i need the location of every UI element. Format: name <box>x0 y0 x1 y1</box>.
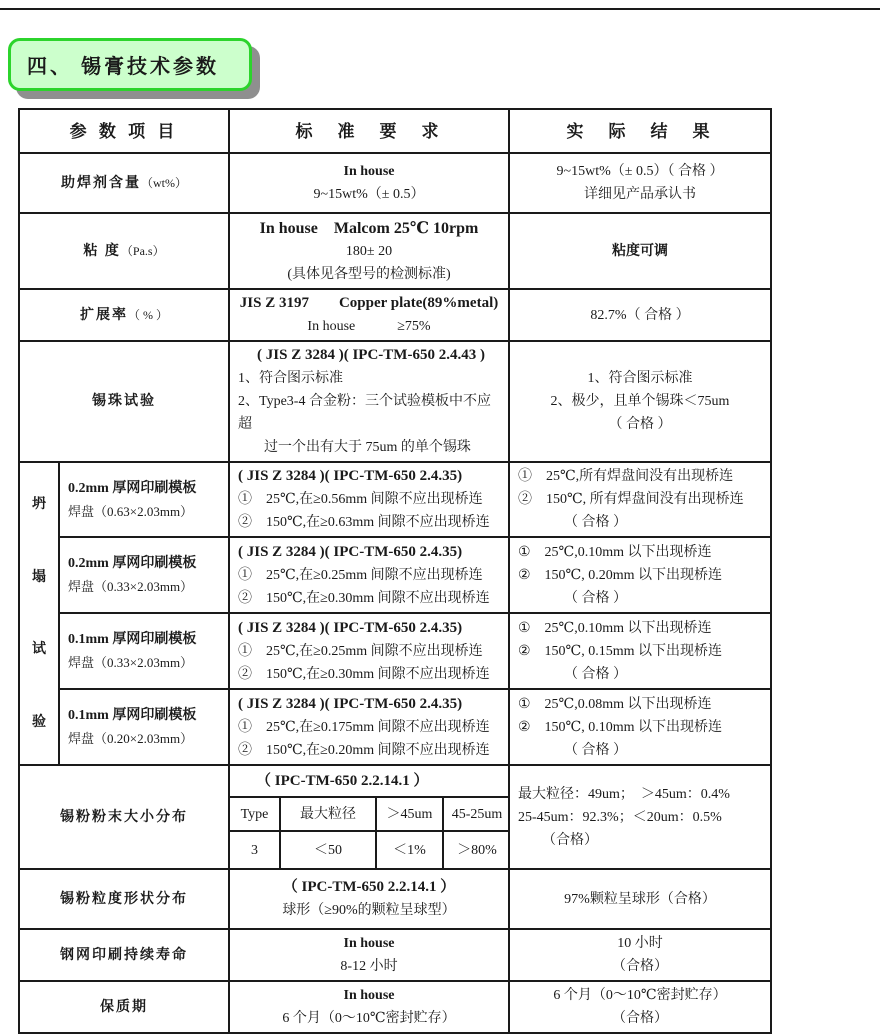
std-collapse-1 <box>229 462 509 537</box>
param-stencil-life <box>19 929 229 981</box>
std-stencil-life <box>229 929 509 981</box>
std-line: ② 150℃,在≥0.30mm 间隙不应出现桥连 <box>238 666 490 682</box>
result-line: ① 25℃,0.10mm 以下出现桥连 <box>518 620 712 636</box>
std-flux <box>229 153 509 213</box>
result-line: 详细见产品承认书 <box>584 187 696 202</box>
res-flux <box>509 153 771 213</box>
row-flux-content <box>19 153 771 213</box>
param-solder-ball <box>19 341 229 462</box>
result-line: ② 150℃, 0.10mm 以下出现桥连 <box>518 719 722 735</box>
result-line: ① 25℃,0.08mm 以下出现桥连 <box>518 696 712 712</box>
std-line: ② 150℃,在≥0.20mm 间隙不应出现桥连 <box>238 742 490 758</box>
result-pass: （ 合格 ） <box>564 515 627 530</box>
std-viscosity <box>229 213 509 289</box>
param-label: 助焊剂含量 <box>61 175 141 191</box>
page-top-rule <box>0 8 880 10</box>
std-powder-size <box>229 765 509 869</box>
row-solder-ball <box>19 341 771 462</box>
param-label: 锡粉粉末大小分布 <box>60 809 188 825</box>
res-solder-ball <box>509 341 771 462</box>
vlabel-char: 坍 <box>32 497 46 513</box>
result-line: 10 小时 <box>617 936 663 951</box>
result-pass: （合格） <box>612 959 668 974</box>
res-collapse-3 <box>509 613 771 689</box>
result-line: 粘度可调 <box>612 243 668 259</box>
result-line: 97%颗粒呈球形（合格） <box>564 891 716 907</box>
std-line: ① 25℃,在≥0.25mm 间隙不应出现桥连 <box>238 567 483 583</box>
stencil-spec: 0.1mm 厚网印刷模板 <box>68 708 197 723</box>
section-title: 四、 锡膏技术参数 <box>8 38 252 91</box>
result-pass: （合格） <box>542 832 598 848</box>
inner-col-45-25: 45-25um <box>443 797 510 831</box>
row-powder-shape <box>19 869 771 929</box>
std-line: ( JIS Z 3284 )( IPC-TM-650 2.4.35) <box>238 619 463 636</box>
row-collapse-3 <box>19 613 771 689</box>
param-suffix: （Pa.s） <box>120 243 165 258</box>
res-powder-shape <box>509 869 771 929</box>
inner-header-row <box>230 797 510 831</box>
stencil-spec: 0.2mm 厚网印刷模板 <box>68 480 197 496</box>
param-label: 钢网印刷持续寿命 <box>60 947 188 963</box>
std-line: ( JIS Z 3284 )( IPC-TM-650 2.4.43 ) <box>257 347 485 363</box>
result-pass: （ 合格 ） <box>564 590 627 606</box>
std-line: 6 个月（0～10℃密封贮存） <box>282 1011 456 1026</box>
vlabel-char: 验 <box>32 714 46 730</box>
std-shelf-life <box>229 981 509 1033</box>
std-line: (具体见各型号的检测标准) <box>287 266 451 282</box>
std-line: 过一个出有大于 75um 的单个锡珠 <box>264 440 471 455</box>
header-result: 实 际 结 果 <box>509 109 771 153</box>
result-pass: （ 合格 ） <box>564 742 627 758</box>
std-powder-shape <box>229 869 509 929</box>
param-label: 扩展率 <box>80 307 128 323</box>
param-suffix: （wt%） <box>141 175 187 190</box>
stencil-spec: 0.2mm 厚网印刷模板 <box>68 556 197 571</box>
result-line: 6 个月（0～10℃密封贮存） <box>553 988 727 1003</box>
std-line: 9~15wt%（± 0.5） <box>313 187 425 202</box>
vlabel-char: 试 <box>32 642 46 658</box>
param-collapse-sub-1 <box>59 462 229 537</box>
result-line: 2、极少，且单个锡珠＜75um <box>550 394 730 409</box>
std-line: In house ≥75% <box>307 319 431 334</box>
header-param: 参 数 项 目 <box>19 109 229 153</box>
inner-col-max-size: 最大粒径 <box>280 797 376 831</box>
param-label: 保质期 <box>100 999 148 1015</box>
result-line: 9~15wt%（± 0.5）（ 合格 ） <box>556 164 724 179</box>
std-collapse-3 <box>229 613 509 689</box>
inner-val-45-25: ＞80% <box>443 831 510 868</box>
row-viscosity <box>19 213 771 289</box>
row-shelf-life <box>19 981 771 1033</box>
result-pass: （ 合格 ） <box>608 417 672 432</box>
param-label: 锡粉粒度形状分布 <box>60 891 188 907</box>
std-line: 1、符合图示标准 <box>238 371 343 386</box>
result-line: 82.7%（ 合格 ） <box>590 307 690 323</box>
inner-val-gt45: ＜1% <box>376 831 443 868</box>
res-spread <box>509 289 771 341</box>
row-spread <box>19 289 771 341</box>
row-stencil-life <box>19 929 771 981</box>
powder-size-inner-table <box>230 796 510 868</box>
result-line: ② 150℃, 0.15mm 以下出现桥连 <box>518 643 722 659</box>
param-powder-shape <box>19 869 229 929</box>
std-line: 球形（≥90%的颗粒呈球型） <box>282 903 456 918</box>
std-line: ① 25℃,在≥0.25mm 间隙不应出现桥连 <box>238 643 483 659</box>
param-suffix: （ % ） <box>128 307 168 322</box>
result-line: ② 150℃, 0.20mm 以下出现桥连 <box>518 567 722 583</box>
param-collapse-sub-3 <box>59 613 229 689</box>
std-line: （ IPC-TM-650 2.2.14.1 ） <box>282 879 456 895</box>
std-reference: （ IPC-TM-650 2.2.14.1 ） <box>256 773 429 789</box>
row-powder-size <box>19 765 771 869</box>
res-collapse-2 <box>509 537 771 613</box>
res-shelf-life <box>509 981 771 1033</box>
inner-col-type: Type <box>230 797 280 831</box>
std-line: ② 150℃,在≥0.30mm 间隙不应出现桥连 <box>238 590 490 606</box>
pad-spec: 焊盘（0.63×2.03mm） <box>68 503 194 519</box>
parameters-table <box>18 108 772 1034</box>
std-collapse-2 <box>229 537 509 613</box>
result-line: ② 150℃, 所有焊盘间没有出现桥连 <box>518 492 744 507</box>
param-collapse-sub-2 <box>59 537 229 613</box>
std-solder-ball <box>229 341 509 462</box>
std-spread <box>229 289 509 341</box>
param-viscosity <box>19 213 229 289</box>
std-line: In house <box>343 936 395 951</box>
row-collapse-1 <box>19 462 771 537</box>
inner-val-type: 3 <box>230 831 280 868</box>
param-collapse-vertical-label <box>19 462 59 765</box>
param-label: 锡珠试验 <box>92 394 156 409</box>
result-line: 25-45um：92.3%；＜20um：0.5% <box>518 809 722 825</box>
std-line: In house <box>343 988 395 1003</box>
result-line: ① 25℃,0.10mm 以下出现桥连 <box>518 544 712 560</box>
std-line: In house Malcom 25℃ 10rpm <box>259 219 479 237</box>
std-line: ② 150℃,在≥0.63mm 间隙不应出现桥连 <box>238 515 490 530</box>
std-line: ① 25℃,在≥0.56mm 间隙不应出现桥连 <box>238 492 483 507</box>
row-collapse-4 <box>19 689 771 765</box>
res-powder-size <box>509 765 771 869</box>
pad-spec: 焊盘（0.20×2.03mm） <box>68 731 194 746</box>
param-spread <box>19 289 229 341</box>
table-header-row <box>19 109 771 153</box>
result-line: 最大粒径：49um； ＞45um：0.4% <box>518 786 730 802</box>
res-stencil-life <box>509 929 771 981</box>
row-collapse-2 <box>19 537 771 613</box>
res-collapse-4 <box>509 689 771 765</box>
param-label: 粘 度 <box>83 243 121 259</box>
std-line: ( JIS Z 3284 )( IPC-TM-650 2.4.35) <box>238 468 463 484</box>
result-line: 1、符合图示标准 <box>587 371 693 386</box>
std-line: ( JIS Z 3284 )( IPC-TM-650 2.4.35) <box>238 695 463 712</box>
res-collapse-1 <box>509 462 771 537</box>
result-line: ① 25℃,所有焊盘间没有出现桥连 <box>518 469 734 484</box>
result-pass: （ 合格 ） <box>564 666 627 682</box>
vlabel-char: 塌 <box>32 569 46 585</box>
inner-value-row <box>230 831 510 868</box>
stencil-spec: 0.1mm 厚网印刷模板 <box>68 632 197 647</box>
std-line: In house <box>343 164 395 179</box>
std-line: 2、Type3-4 合金粉：三个试验模板中不应超 <box>238 394 491 432</box>
res-viscosity <box>509 213 771 289</box>
inner-col-gt45: ＞45um <box>376 797 443 831</box>
result-pass: （合格） <box>612 1011 668 1026</box>
std-line: ( JIS Z 3284 )( IPC-TM-650 2.4.35) <box>238 543 463 560</box>
pad-spec: 焊盘（0.33×2.03mm） <box>68 655 194 670</box>
std-line: 180± 20 <box>345 243 393 259</box>
inner-val-max-size: ＜50 <box>280 831 376 868</box>
param-shelf-life <box>19 981 229 1033</box>
std-line: ① 25℃,在≥0.175mm 间隙不应出现桥连 <box>238 719 490 735</box>
std-line: 8-12 小时 <box>340 959 398 974</box>
std-line: JIS Z 3197 Copper plate(89%metal) <box>239 295 499 311</box>
param-powder-size <box>19 765 229 869</box>
param-collapse-sub-4 <box>59 689 229 765</box>
std-collapse-4 <box>229 689 509 765</box>
header-standard: 标 准 要 求 <box>229 109 509 153</box>
pad-spec: 焊盘（0.33×2.03mm） <box>68 579 194 594</box>
param-flux <box>19 153 229 213</box>
